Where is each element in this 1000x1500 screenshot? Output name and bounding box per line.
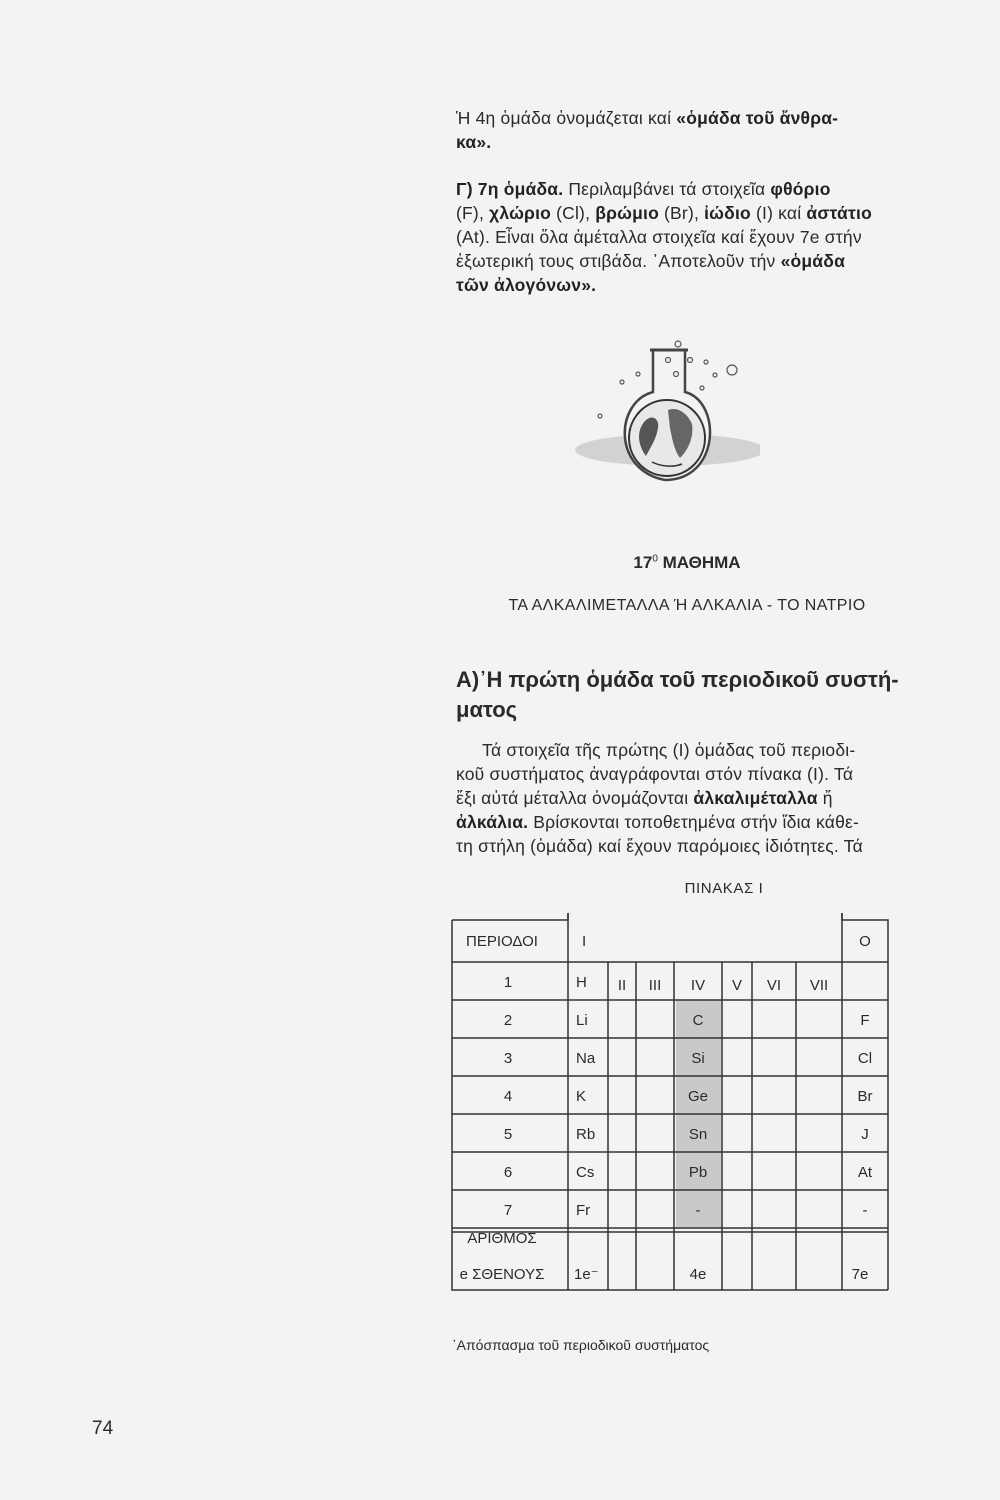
element-group-I: Li xyxy=(576,1012,588,1029)
table-row-lines xyxy=(452,962,888,1232)
bold-term: φθόριο xyxy=(770,179,831,199)
element-group-IV: C xyxy=(692,1012,704,1029)
page-number: 74 xyxy=(92,1418,114,1439)
table-title: ΠΙΝΑΚΑΣ Ι xyxy=(684,880,764,897)
element-group-O: J xyxy=(861,1126,869,1143)
table-caption: ᾿Απόσπασμα τοῦ περιοδικοῦ συστήματος xyxy=(452,1337,710,1353)
flask-globe-illustration xyxy=(560,330,760,500)
element-group-I: Rb xyxy=(576,1126,596,1143)
group-IV-header: IV xyxy=(690,977,706,994)
valence-label: e ΣΘΕΝΟΥΣ xyxy=(459,1266,545,1283)
lesson-word: ΜΑΘΗΜΑ xyxy=(657,553,741,572)
element-group-IV: Sn xyxy=(688,1126,708,1143)
lesson-number: 17 xyxy=(633,553,653,572)
table-cells xyxy=(460,933,873,1283)
bold-term: βρώμιο xyxy=(595,203,659,223)
element-group-O: - xyxy=(862,1202,868,1219)
element-group-I: Na xyxy=(576,1050,596,1067)
group-V-header: V xyxy=(731,977,743,994)
subsection-label: Γ) 7η ὁμάδα. xyxy=(456,179,564,199)
element-group-I: Cs xyxy=(576,1164,595,1181)
element-group-IV: Si xyxy=(691,1050,705,1067)
text-run: κοῦ συστήματος ἀναγράφονται στόν πίνακα (Ι). Τά xyxy=(456,764,854,784)
paragraph-alkali xyxy=(456,738,918,858)
text-run: (F), xyxy=(456,203,490,223)
period-number: 2 xyxy=(503,1012,513,1029)
paragraph-halogens xyxy=(456,177,918,297)
valence-label: ΑΡΙΘΜΟΣ xyxy=(467,1230,537,1247)
text-run: ἔξι αὐτά μέταλλα ὀνομάζονται xyxy=(456,788,694,808)
element-group-I: H xyxy=(576,974,587,991)
group-I-header: I xyxy=(582,933,587,950)
periodic-table xyxy=(450,913,900,1293)
bold-term: ἰώδιο xyxy=(704,203,751,223)
element-group-O: Cl xyxy=(857,1050,873,1067)
valence-g0: 7e xyxy=(851,1266,869,1283)
period-number: 7 xyxy=(503,1202,513,1219)
text-run: Τά στοιχεῖα τῆς πρώτης (Ι) ὁμάδας τοῦ περιοδι- xyxy=(482,740,856,760)
period-number: 5 xyxy=(503,1126,513,1143)
period-number: 4 xyxy=(503,1088,513,1105)
text-run: (Cl), xyxy=(551,203,596,223)
group-O-header: O xyxy=(859,933,871,950)
text-run: Περιλαμβάνει τά στοιχεῖα xyxy=(563,179,771,199)
element-group-IV: Pb xyxy=(688,1164,708,1181)
lesson-ordinal: 0 xyxy=(652,553,658,565)
heading-line: ματος xyxy=(456,697,518,722)
group-VI-header: VI xyxy=(766,977,782,994)
bold-term: ἀστάτιο xyxy=(806,203,872,223)
element-group-O: Br xyxy=(857,1088,873,1105)
bold-term: «ὁμάδα xyxy=(780,251,846,271)
text-run: ἐξωτερική τους στιβάδα. ᾿Αποτελοῦν τήν xyxy=(456,251,781,271)
paragraph-carbon-group xyxy=(456,106,918,154)
text-run: Βρίσκονται τοποθετημένα στήν ἴδια κάθε- xyxy=(528,812,860,832)
heading-line: Α)᾿Η πρώτη ὁμάδα τοῦ περιοδικοῦ συστή- xyxy=(456,667,899,692)
text-run: (Br), xyxy=(658,203,705,223)
group-III-header: III xyxy=(648,977,662,994)
bold-term: χλώριο xyxy=(489,203,552,223)
element-group-O: F xyxy=(860,1012,870,1029)
text-run: (At). Εἶναι ὅλα ἀμέταλλα στοιχεῖα καί ἔχουν 7e στήν xyxy=(456,227,862,247)
valence-g1: 1e⁻ xyxy=(574,1266,599,1283)
bold-term: τῶν ἀλογόνων». xyxy=(456,275,597,295)
group-VII-header: VII xyxy=(809,977,829,994)
text-run: ἤ xyxy=(817,788,833,808)
lesson-subtitle: ΤΑ ΑΛΚΑΛΙΜΕΤΑΛΛΑ Ή ΑΛΚΑΛΙΑ - ΤΟ ΝΑΤΡΙΟ xyxy=(508,597,866,614)
text-run: (I) καί xyxy=(750,203,807,223)
lesson-title xyxy=(456,553,918,573)
period-number: 6 xyxy=(503,1164,513,1181)
bold-term: ἀλκαλιμέταλλα xyxy=(693,788,818,808)
bold-term: κα». xyxy=(456,132,492,152)
text-run: τη στήλη (ὁμάδα) καί ἔχουν παρόμοιες ἰδιότητες. Τά xyxy=(456,836,863,856)
bold-term: ἀλκάλια. xyxy=(456,812,529,832)
element-group-IV: Ge xyxy=(687,1088,709,1105)
periods-header: ΠΕΡΙΟΔΟΙ xyxy=(466,933,538,950)
element-group-I: Fr xyxy=(576,1202,591,1219)
element-group-I: K xyxy=(576,1088,587,1105)
table-frame xyxy=(452,913,568,920)
element-group-IV: - xyxy=(695,1202,701,1219)
period-number: 1 xyxy=(503,974,513,991)
text-run: Ἡ 4η ὁμάδα ὀνομάζεται καί xyxy=(456,108,677,128)
period-number: 3 xyxy=(503,1050,513,1067)
valence-g4: 4e xyxy=(689,1266,707,1283)
group-II-header: II xyxy=(617,977,627,994)
section-heading xyxy=(456,665,926,725)
bold-term: «ὁμάδα τοῦ ἄνθρα- xyxy=(676,108,839,128)
element-group-O: At xyxy=(857,1164,873,1181)
